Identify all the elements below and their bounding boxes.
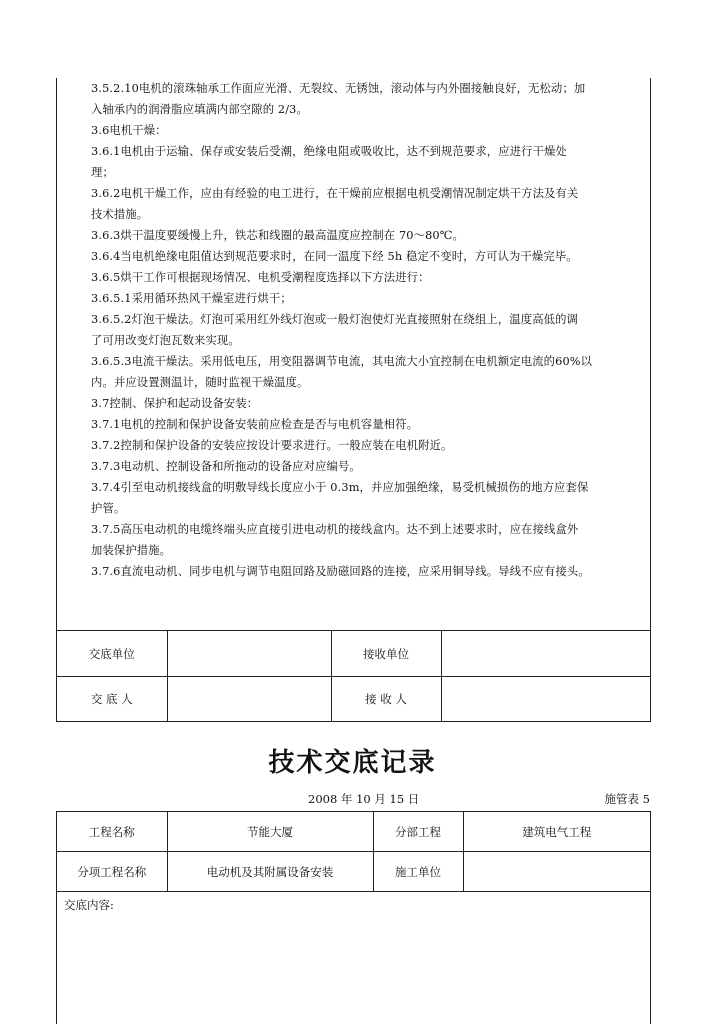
content-line: 3.7.4引至电动机接线盒的明敷导线长度应小于 0.3m，并应加强绝缘，易受机械损伤的地方应套保 (91, 481, 589, 494)
content-line: 内。并应设置测温计，随时监视干燥温度。 (91, 376, 309, 389)
content-line: 3.7.5高压电动机的电缆终端头应直接引进电动机的接线盒内。达不到上述要求时，应在接线盒外 (91, 523, 579, 536)
receiving-person-label: 接 收 人 (331, 677, 441, 722)
content-line: 3.6电机干燥： (91, 124, 167, 137)
content-line: 3.6.2电机干燥工作，应由有经验的电工进行，在干燥前应根据电机受潮情况制定烘干方法及有关 (91, 187, 579, 200)
info-row-subitem (57, 852, 650, 892)
handover-person-field[interactable] (167, 677, 331, 722)
signature-table (57, 630, 650, 721)
previous-record-frame (56, 78, 651, 722)
content-line: 3.7控制、保护和起动设备安装： (91, 397, 259, 410)
content-line: 3.6.5.2灯泡干燥法。灯泡可采用红外线灯泡或一般灯泡使灯光直接照射在绕组上，温度高低的调 (91, 313, 579, 326)
content-line: 加装保护措施。 (91, 544, 172, 557)
content-line: 3.6.5.3电流干燥法。采用低电压，用变阻器调节电流，其电流大小宜控制在电机额定电流的60%以 (91, 355, 593, 368)
handover-person-label: 交 底 人 (57, 677, 167, 722)
content-line: 3.6.3烘干温度要缓慢上升，铁芯和线圈的最高温度应控制在 70～80℃。 (91, 229, 464, 242)
subitem-label: 分项工程名称 (57, 852, 167, 892)
content-line: 了可用改变灯泡瓦数来实现。 (91, 334, 240, 347)
content-line: 护管。 (91, 502, 126, 515)
handover-unit-label: 交底单位 (57, 631, 167, 677)
content-line: 理； (91, 166, 114, 179)
content-line: 3.6.5烘干工作可根据现场情况、电机受潮程度选择以下方法进行： (91, 271, 430, 284)
signature-row-units (57, 631, 650, 677)
subitem-value[interactable]: 电动机及其附属设备安装 (167, 852, 373, 892)
disclosure-content (91, 78, 643, 626)
division-value[interactable]: 建筑电气工程 (463, 812, 650, 852)
content-line: 3.7.3电动机、控制设备和所拖动的设备应对应编号。 (91, 460, 361, 473)
content-line: 3.6.4当电机绝缘电阻值达到规范要求时，在同一温度下经 5h 稳定不变时，方可认为干燥完毕。 (91, 250, 578, 263)
receiving-person-field[interactable] (441, 677, 650, 722)
content-line: 3.7.2控制和保护设备的安装应按设计要求进行。一般应装在电机附近。 (91, 439, 453, 452)
content-line: 3.7.1电机的控制和保护设备安装前应检查是否与电机容量相符。 (91, 418, 419, 431)
content-line: 3.7.6直流电动机、同步电机与调节电阻回路及励磁回路的连接，应采用铜导线。导线不应有接头。 (91, 565, 590, 578)
info-row-project (57, 812, 650, 852)
form-number: 施管表 5 (604, 792, 650, 806)
division-label: 分部工程 (373, 812, 463, 852)
contractor-value[interactable] (463, 852, 650, 892)
handover-unit-field[interactable] (167, 631, 331, 677)
project-name-value[interactable]: 节能大厦 (167, 812, 373, 852)
content-line: 技术措施。 (91, 208, 149, 221)
receiving-unit-label: 接收单位 (331, 631, 441, 677)
contractor-label: 施工单位 (373, 852, 463, 892)
record-title: 技术交底记录 (268, 748, 437, 778)
content-line: 3.5.2.10电机的滚珠轴承工作面应光滑、无裂纹、无锈蚀，滚动体与内外圈接触良好，无松动；加 (91, 82, 586, 95)
record-date: 2008 年 10 月 15 日 (308, 792, 420, 806)
content-line: 3.6.1电机由于运输、保存或安装后受潮，绝缘电阻或吸收比，达不到规范要求，应进行干燥处 (91, 145, 567, 158)
content-label: 交底内容: (64, 898, 114, 912)
project-name-label: 工程名称 (57, 812, 167, 852)
receiving-unit-field[interactable] (441, 631, 650, 677)
content-line: 入轴承内的润滑脂应填满内部空隙的 2/3。 (91, 103, 308, 116)
record-info-table (57, 812, 650, 892)
content-line: 3.6.5.1采用循环热风干燥室进行烘干； (91, 292, 292, 305)
signature-row-persons (57, 677, 650, 722)
record-frame (56, 811, 651, 1024)
